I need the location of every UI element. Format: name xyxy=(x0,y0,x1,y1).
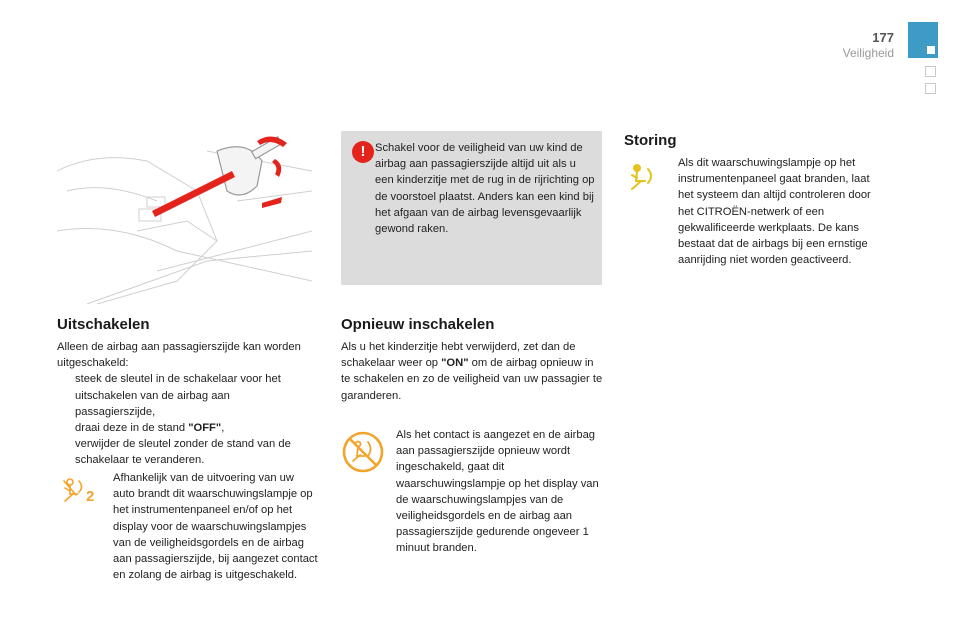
airbag-off-icon xyxy=(61,477,101,503)
bullet-text: draai deze in de stand xyxy=(75,422,189,435)
storing-heading: Storing xyxy=(624,132,677,149)
section-tab xyxy=(908,22,938,58)
uitschakelen-intro: Alleen de airbag aan passagierszijde kan worden uitgeschakeld: xyxy=(57,341,301,370)
bullet-text: steek de sleutel in de schakelaar voor het uitschakelen van de airbag aan passagierszijde, xyxy=(75,373,281,418)
tab-outline-square xyxy=(925,66,936,77)
child-seat-warning-box xyxy=(341,131,602,285)
tab-outline-square xyxy=(925,83,936,94)
warning-text: Schakel voor de veiligheid van uw kind de airbag aan passagierszijde altijd uit als u een kinderzitje met de rug in de rijrichting op de voorstoel plaatst. Anders kan een kind bij het afgaan van de airbag levensgevaarlijk gewond raken. xyxy=(375,142,595,236)
airbag-fault-icon xyxy=(628,163,660,191)
tab-square-icon xyxy=(927,46,935,54)
off-position-label: "OFF" xyxy=(188,422,222,435)
airbag-off-lamp-note: Afhankelijk van de uitvoering van uw auto brandt dit waarschuwingslampje op het instrumentenpaneel en/of op het display voor de waarschuwingslampjes van de veiligheidsgordels en de airbag aan passagierszijde, bij aangezet contact en zolang de airbag is uitgeschakeld. xyxy=(113,472,318,582)
opnieuw-paragraph xyxy=(341,339,603,404)
uitschakelen-heading: Uitschakelen xyxy=(57,316,150,333)
airbag-off-circle-icon xyxy=(341,430,385,474)
bullet-text: verwijder de sleutel zonder de stand van de schakelaar te veranderen. xyxy=(75,438,291,467)
list-item xyxy=(57,436,307,468)
on-position-label: "ON" xyxy=(441,357,469,370)
opnieuw-heading: Opnieuw inschakelen xyxy=(341,316,495,333)
storing-text: Als dit waarschuwingslampje op het instrumentenpaneel gaat branden, laat het systeem dan altijd controleren door het CITROËN-netwerk of een gekwalificeerde werkplaats. De kans bestaat dat de airbags bij een ernstige aanrijding niet worden geactiveerd. xyxy=(678,157,871,267)
airbag-on-lamp-note: Als het contact is aangezet en de airbag aan passagierszijde opnieuw wordt ingeschakeld, gaat dit waarschuwingslampje op het display van de waarschuwingslampjes van de veiligheidsgordels en de airbag aan passagierszijde gedurende ongeveer 1 minuut branden. xyxy=(396,429,599,555)
airbag-switch-illustration xyxy=(57,131,312,304)
page-number: 177 xyxy=(872,30,894,45)
exclamation-icon: ! xyxy=(352,141,374,163)
airbag-switch-figure xyxy=(57,131,312,304)
list-item xyxy=(57,371,307,420)
bullet-text-end: , xyxy=(221,422,225,435)
list-item xyxy=(57,420,307,436)
opnieuw-text-end: om de airbag opnieuw in te schakelen en zo de veiligheid van uw passagier te garanderen. xyxy=(341,357,603,402)
opnieuw-text: Als u het kinderzitje hebt verwijderd, zet dan de schakelaar weer op xyxy=(341,341,576,370)
svg-text:2: 2 xyxy=(86,488,95,503)
uitschakelen-instructions xyxy=(57,339,307,469)
section-title: Veiligheid xyxy=(842,46,894,60)
